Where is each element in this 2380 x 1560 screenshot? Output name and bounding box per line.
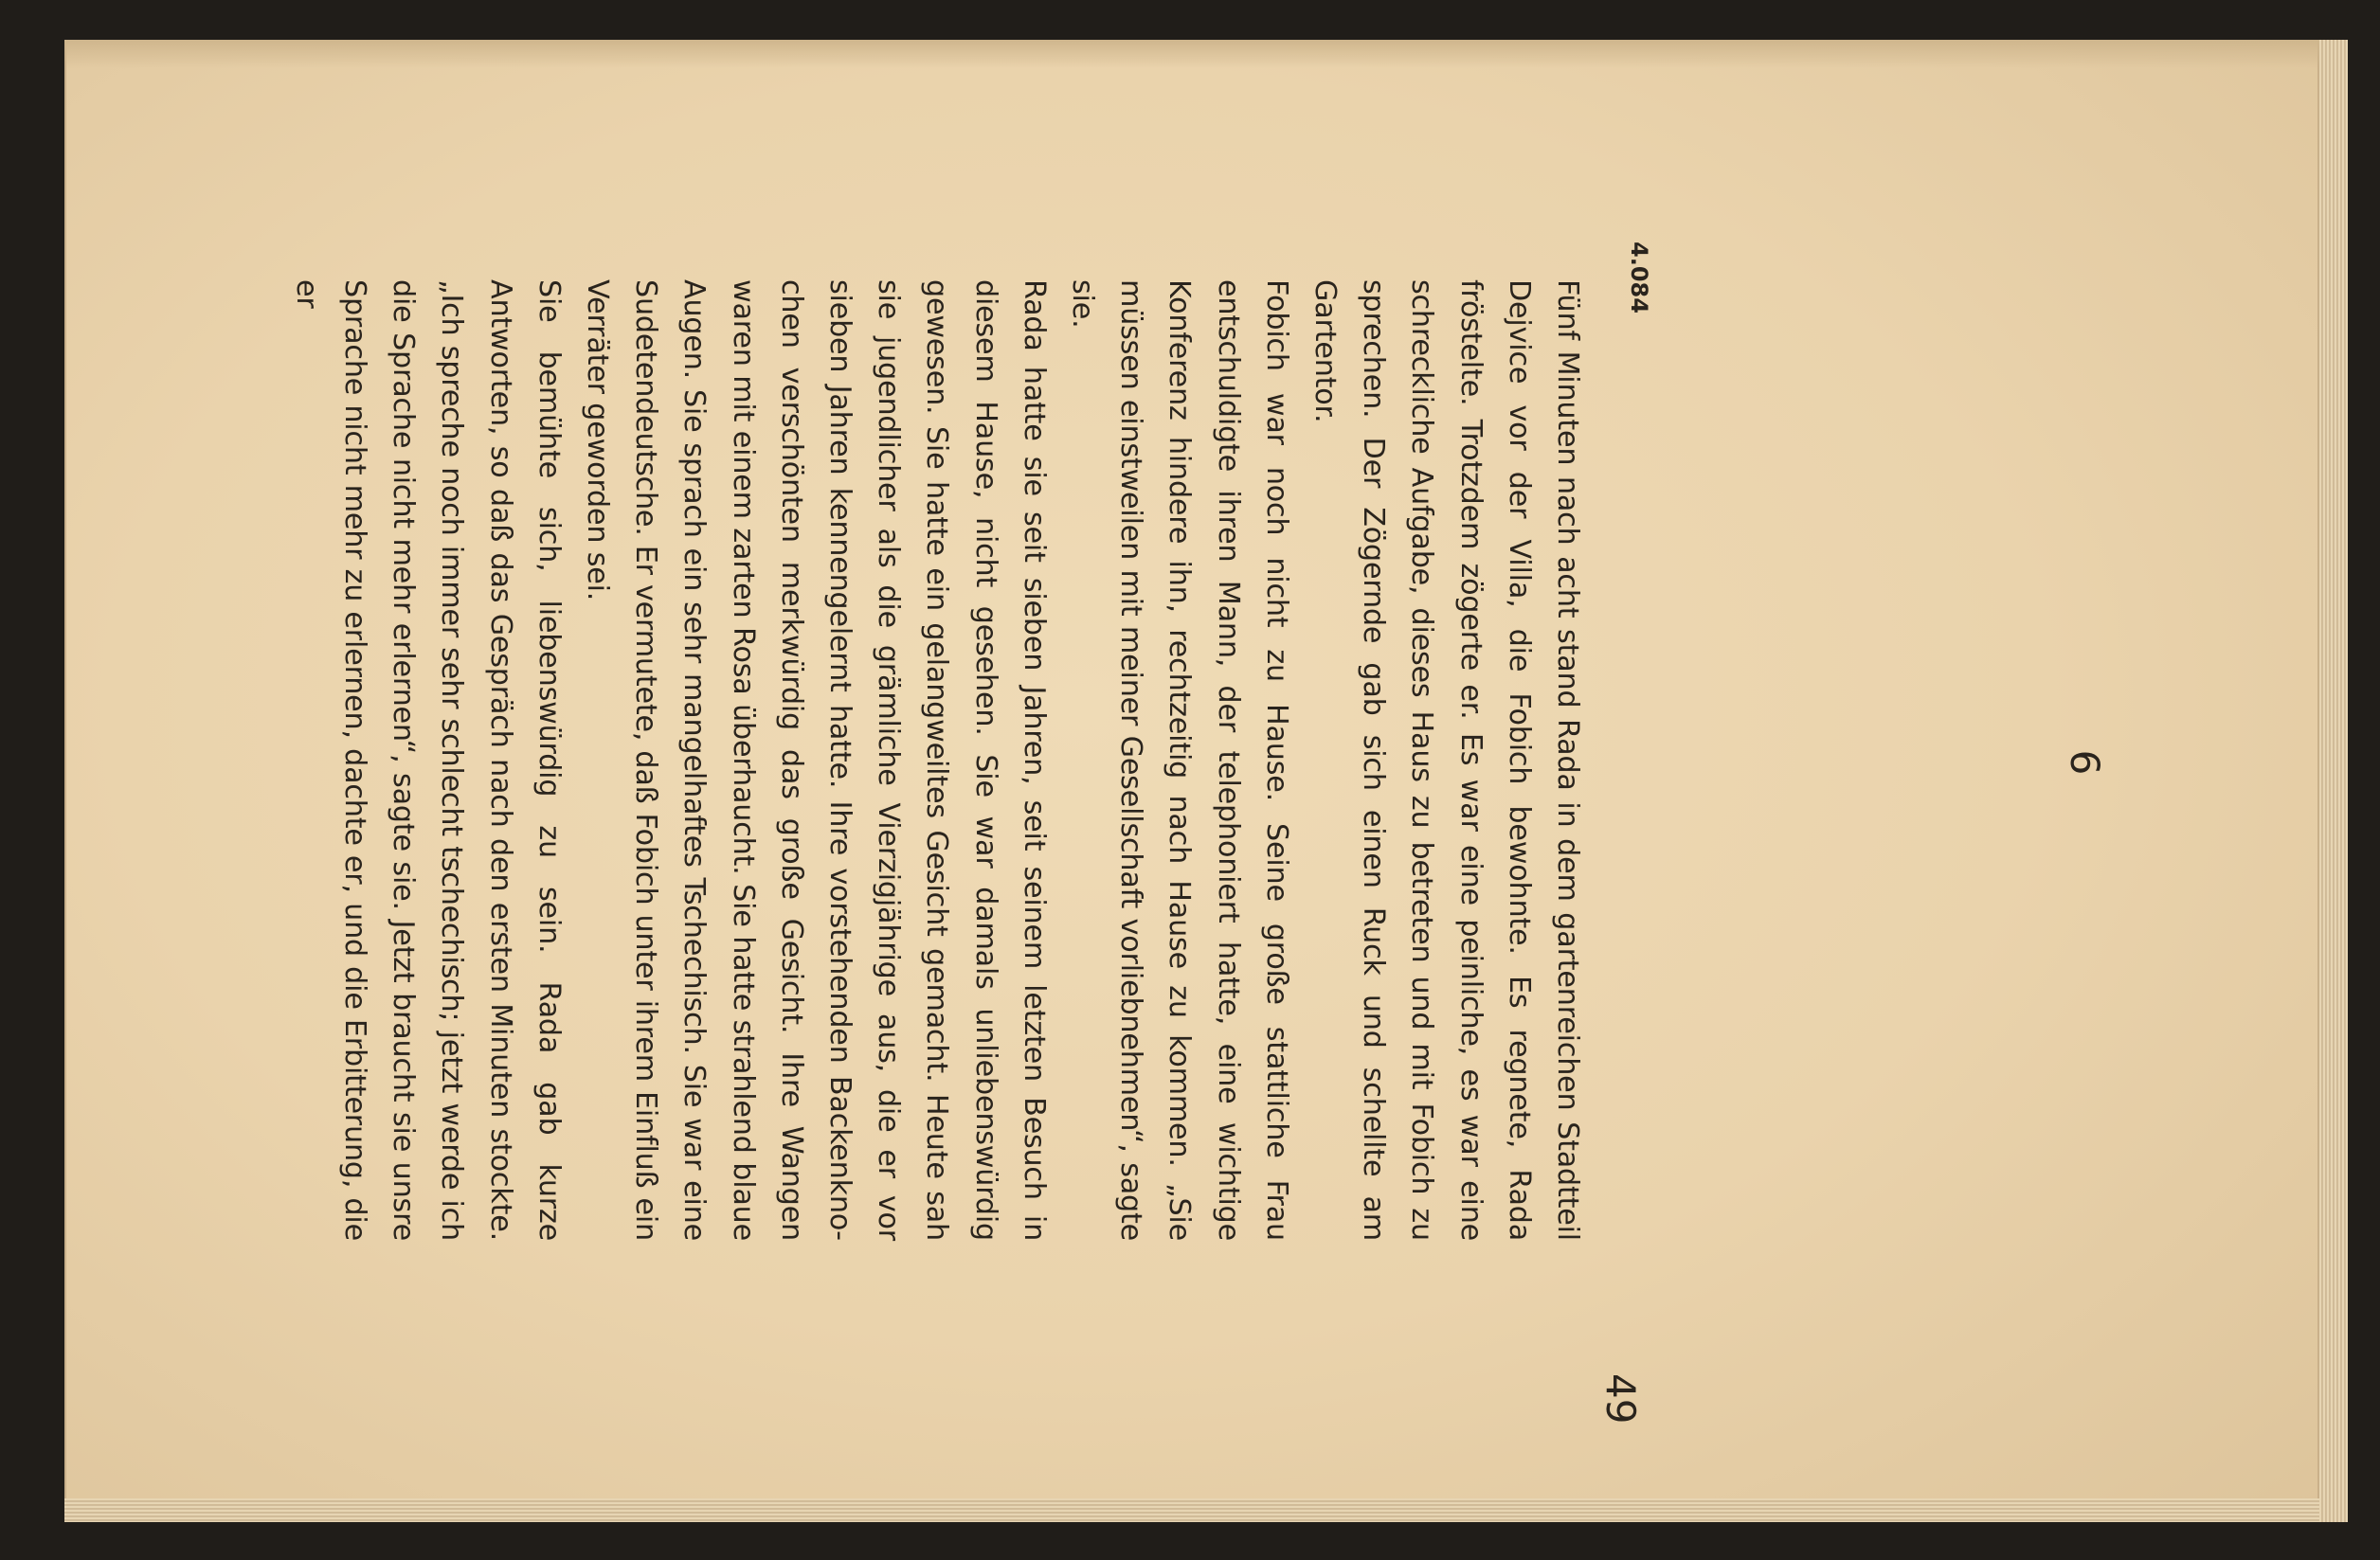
rotated-page-content	[289, 52, 2108, 1473]
paragraph: Sie bemühte sich, liebenswürdig zu sein. Rada gab kurze Antworten, so daß das Gespräch nach den ersten Minuten stockte. „Ich spreche noch immer sehr schlecht tschechisch; jetzt werde ich die Sprache nicht mehr erlernen“, sagte sie. Jetzt braucht sie unsre Sprache nicht mehr zu erlernen, dachte er, und die Erbitterung, die er	[289, 279, 566, 1241]
paragraph: Fobich war noch nicht zu Hause. Seine große stattliche Frau entschuldigte ihren Mann, der telephoniert hatte, eine wichtige Konferenz hindere ihn, rechtzeitig nach Hause zu kommen. „Sie müssen einstweilen mit meiner Gesellschaft vorliebnehmen“, sagte sie.	[1065, 279, 1293, 1241]
page-number: 49	[1597, 1373, 1644, 1425]
body-text	[282, 279, 1592, 1241]
text-column	[289, 52, 1592, 1473]
paragraph: Rada hatte sie seit sieben Jahren, seit seinem letzten Besuch in diesem Hause, nicht gesehen. Sie war damals unliebenswürdig gewesen. Sie hatte ein gelangweiltes Gesicht gemacht. Heute sah sie jugendlicher als die grämliche Vierzigjährige aus, die er vor sieben Jahren kennengelernt hatte. Ihre vorstehenden Backenknochen verschönten merkwürdig das große Gesicht. Ihre Wangen waren mit einem zarten Rosa überhaucht. Sie hatte strahlend blaue Augen. Sie sprach ein sehr mangelhaftes Tschechisch. Sie war eine Sudetendeutsche. Er vermutete, daß Fobich unter ihrem Einfluß ein Verräter geworden sei.	[580, 279, 1051, 1241]
printer-signature: 4.084	[1626, 242, 1652, 314]
chapter-number: 6	[2062, 749, 2108, 776]
page-edges-bottom	[64, 1498, 2319, 1522]
page-header	[2061, 52, 2108, 1473]
page-edges-right	[2319, 40, 2348, 1522]
paragraph: Fünf Minuten nach acht stand Rada in dem gartenreichen Stadtteil Dejvice vor der Villa, die Fobich bewohnte. Es regnete, Rada fröstelte. Trotzdem zögerte er. Es war eine peinliche, es war eine schreckliche Aufgabe, dieses Haus zu betreten und mit Fobich zu sprechen. Der Zögernde gab sich einen Ruck und schellte am Gartentor.	[1307, 279, 1584, 1241]
